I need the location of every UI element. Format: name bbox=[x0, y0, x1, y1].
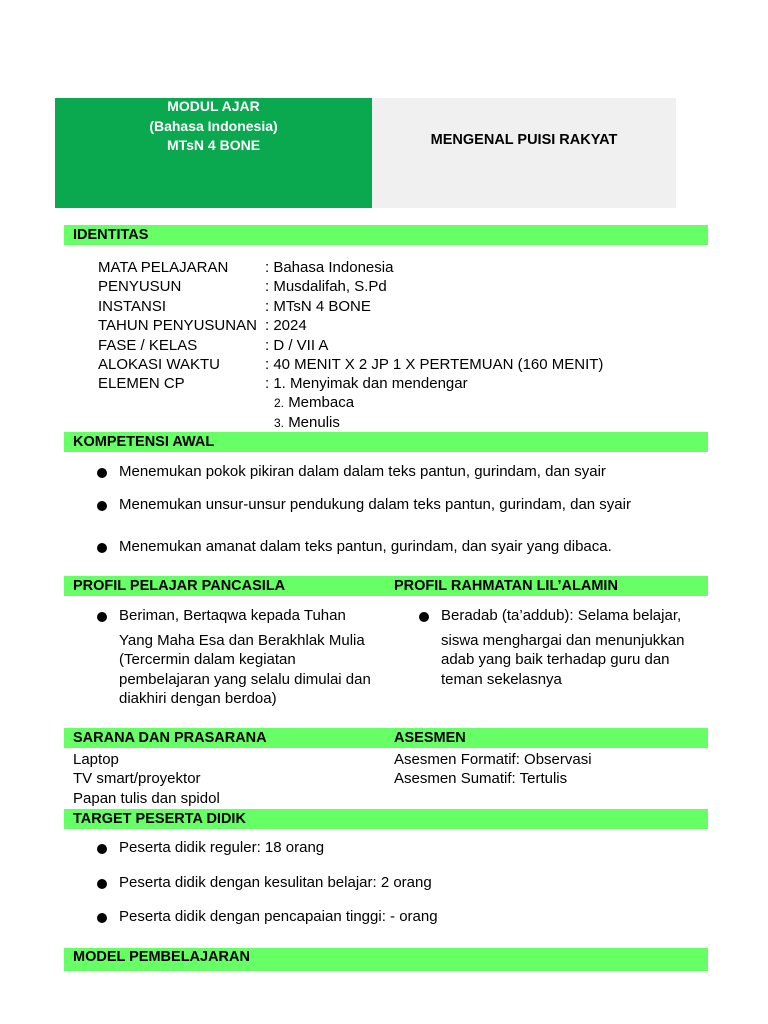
cp-list-continued bbox=[274, 393, 354, 434]
sarana-item: Laptop bbox=[73, 751, 119, 768]
profil-rahmatan-line: teman sekelasnya bbox=[441, 670, 562, 688]
identitas-value: : Bahasa Indonesia bbox=[265, 259, 394, 276]
identitas-label: FASE / KELAS bbox=[98, 336, 198, 354]
profil-heading-bar bbox=[64, 576, 708, 596]
profil-rahmatan-line: siswa menghargai dan menunjukkan bbox=[441, 632, 685, 649]
sarana-item: Papan tulis dan spidol bbox=[73, 789, 220, 807]
cp-item-text: Menulis bbox=[288, 414, 340, 432]
identitas-value: : 1. Menyimak dan mendengar bbox=[265, 375, 468, 393]
identitas-label: ALOKASI WAKTU bbox=[98, 356, 220, 374]
sarana-list bbox=[73, 750, 220, 808]
identitas-labels bbox=[98, 258, 257, 394]
bullet-icon bbox=[97, 913, 107, 923]
model-heading: MODEL PEMBELAJARAN bbox=[73, 949, 250, 965]
bullet-icon bbox=[97, 844, 107, 854]
sarana-heading: SARANA DAN PRASARANA bbox=[73, 730, 267, 746]
bullet-icon bbox=[97, 543, 107, 553]
kompetensi-item: Menemukan amanat dalam teks pantun, gurindam, dan syair yang dibaca. bbox=[119, 538, 612, 555]
asesmen-list bbox=[394, 750, 592, 789]
module-title: MENGENAL PUISI RAKYAT bbox=[430, 132, 618, 148]
asesmen-item: Asesmen Formatif: Observasi bbox=[394, 751, 592, 768]
target-item: Peserta didik dengan pencapaian tinggi: - orang bbox=[119, 908, 438, 925]
profil-rahmatan-first: Beradab (ta’addub): Selama belajar, bbox=[441, 607, 682, 624]
profil-pancasila-text bbox=[119, 631, 371, 709]
target-item: Peserta didik reguler: 18 orang bbox=[119, 839, 325, 856]
cp-item bbox=[274, 413, 354, 433]
identitas-heading-bar bbox=[64, 225, 708, 245]
cp-item bbox=[274, 393, 354, 413]
profil-pancasila-heading: PROFIL PELAJAR PANCASILA bbox=[73, 578, 286, 594]
profil-rahmatan-text bbox=[441, 631, 684, 689]
identitas-label: PENYUSUN bbox=[98, 278, 182, 296]
sarana-item: TV smart/proyektor bbox=[73, 770, 201, 788]
profil-pancasila-line: pembelajaran yang selalu dimulai dan bbox=[119, 670, 371, 688]
module-header-box bbox=[55, 98, 372, 208]
identitas-value: : MTsN 4 BONE bbox=[265, 297, 371, 315]
bullet-icon bbox=[97, 468, 107, 478]
identitas-value: : 2024 bbox=[265, 317, 307, 335]
identitas-value: : 40 MENIT X 2 JP 1 X PERTEMUAN (160 MENIT) bbox=[265, 356, 604, 374]
asesmen-item: Asesmen Sumatif: Tertulis bbox=[394, 770, 568, 788]
bullet-icon bbox=[97, 501, 107, 511]
identitas-values bbox=[265, 258, 603, 394]
cp-item-number: 3. bbox=[274, 416, 285, 431]
cp-item-text: Membaca bbox=[288, 394, 355, 411]
target-heading-bar bbox=[64, 809, 708, 829]
bullet-icon bbox=[419, 612, 429, 622]
cp-item-number: 2. bbox=[274, 396, 285, 410]
kompetensi-item: Menemukan pokok pikiran dalam dalam teks pantun, gurindam, dan syair bbox=[119, 463, 606, 480]
module-label: MODUL AJAR bbox=[167, 98, 260, 114]
profil-rahmatan-heading: PROFIL RAHMATAN LIL’ALAMIN bbox=[394, 578, 618, 594]
bullet-icon bbox=[97, 879, 107, 889]
identitas-label: INSTANSI bbox=[98, 297, 167, 315]
profil-pancasila-line: Yang Maha Esa dan Berakhlak Mulia bbox=[119, 632, 365, 649]
profil-rahmatan-line: adab yang baik terhadap guru dan bbox=[441, 651, 670, 669]
identitas-label: MATA PELAJARAN bbox=[98, 259, 229, 276]
module-title-box bbox=[372, 98, 676, 208]
model-heading-bar bbox=[64, 948, 708, 971]
module-school: MTsN 4 BONE bbox=[166, 137, 261, 153]
target-heading: TARGET PESERTA DIDIK bbox=[73, 811, 246, 827]
kompetensi-heading-bar bbox=[64, 432, 708, 452]
sarana-heading-bar bbox=[64, 728, 708, 748]
profil-pancasila-line: diakhiri dengan berdoa) bbox=[119, 690, 277, 708]
asesmen-heading: ASESMEN bbox=[394, 730, 466, 746]
target-item: Peserta didik dengan kesulitan belajar: 2 orang bbox=[119, 874, 432, 891]
identitas-value: : D / VII A bbox=[265, 336, 329, 354]
kompetensi-heading: KOMPETENSI AWAL bbox=[73, 434, 215, 450]
bullet-icon bbox=[97, 612, 107, 622]
profil-pancasila-line: (Tercermin dalam kegiatan bbox=[119, 651, 296, 669]
module-subject: (Bahasa Indonesia) bbox=[149, 117, 278, 134]
identitas-label: ELEMEN CP bbox=[98, 375, 185, 393]
kompetensi-item: Menemukan unsur-unsur pendukung dalam teks pantun, gurindam, dan syair bbox=[119, 496, 631, 513]
identitas-label: TAHUN PENYUSUNAN bbox=[98, 317, 257, 335]
identitas-value: : Musdalifah, S.Pd bbox=[265, 278, 387, 296]
identitas-heading: IDENTITAS bbox=[73, 227, 149, 243]
profil-pancasila-first: Beriman, Bertaqwa kepada Tuhan bbox=[119, 607, 346, 624]
